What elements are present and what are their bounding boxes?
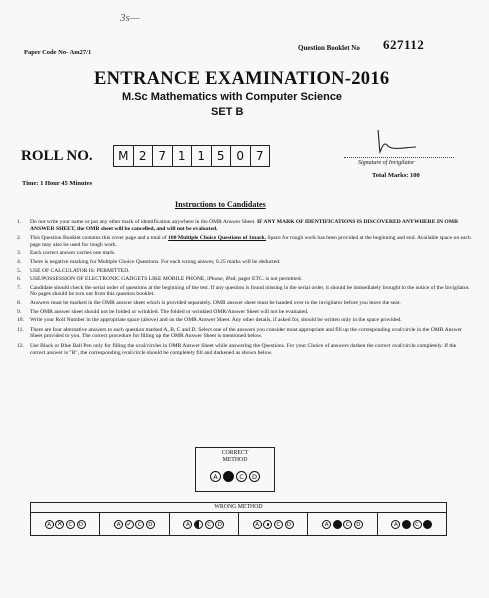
answer-bubble: A bbox=[391, 520, 400, 529]
instruction-text-part: Do not write your name or put any other mark of identification anywhere in the OMR Answer Sheet. bbox=[30, 219, 257, 225]
instruction-number: 7. bbox=[17, 284, 22, 291]
answer-bubble: A bbox=[183, 520, 192, 529]
instruction-number: 6. bbox=[17, 276, 22, 283]
tick-bubble bbox=[125, 520, 134, 529]
roll-digit-box: 7 bbox=[250, 145, 271, 167]
answer-bubble: A bbox=[45, 520, 54, 529]
instruction-text bbox=[30, 300, 473, 307]
roll-digit-box: M bbox=[113, 145, 133, 167]
instruction-text-part: Space for rough work has been provided at the beginning and end. Available space on each page may also be used for rough work. bbox=[30, 235, 471, 248]
instruction-number: 9. bbox=[17, 308, 22, 315]
instruction-item bbox=[17, 276, 473, 283]
instruction-text-emphasis: 100 Multiple Choice Questions of 1mark. bbox=[168, 235, 266, 242]
answer-bubble: D bbox=[146, 520, 155, 529]
instruction-item bbox=[17, 219, 473, 232]
correct-method-box bbox=[195, 447, 275, 492]
answer-bubble: C bbox=[205, 520, 214, 529]
wrong-method-example bbox=[308, 513, 377, 535]
answer-bubble: C bbox=[66, 520, 75, 529]
instruction-number: 1. bbox=[17, 219, 22, 225]
booklet-number: 627112 bbox=[383, 37, 425, 52]
roll-digit-box: 2 bbox=[133, 145, 153, 167]
instruction-item bbox=[17, 300, 473, 307]
answer-bubble: C bbox=[274, 520, 283, 529]
instruction-number: 5. bbox=[17, 267, 22, 274]
instruction-number: 8. bbox=[17, 299, 22, 306]
instruction-item bbox=[17, 250, 473, 257]
instruction-text-part: The OMR answer sheet should not be folded or wrinkled. The folded or wrinkled OMR/Answer Sheet will not be evaluated. bbox=[30, 308, 309, 315]
answer-bubble: C bbox=[135, 520, 144, 529]
instruction-number: 10. bbox=[17, 317, 24, 324]
wrong-method-title: WRONG METHOD bbox=[214, 504, 263, 510]
instruction-text bbox=[30, 259, 473, 266]
answer-bubble: D bbox=[285, 520, 294, 529]
wrong-method-box bbox=[30, 502, 447, 536]
answer-bubble: D bbox=[354, 520, 363, 529]
answer-bubble: D bbox=[249, 471, 260, 482]
instruction-text bbox=[30, 268, 473, 275]
instruction-text-part: Answers must be marked in the OMR answer sheet which is provided separately. OMR answer sheet must be handed over to the invigilator before you leave the seat. bbox=[30, 299, 401, 306]
instruction-item bbox=[17, 327, 473, 340]
answer-bubble: C bbox=[343, 520, 352, 529]
instruction-text bbox=[30, 327, 473, 340]
roll-digit-box: 7 bbox=[152, 145, 172, 167]
instruction-text bbox=[30, 219, 473, 232]
instruction-text bbox=[30, 276, 473, 283]
instruction-text-part: There is negative marking for Multiple Choice Questions. For each wrong answer, 0.25 marks will be deducted. bbox=[30, 258, 281, 265]
roll-number-boxes bbox=[113, 145, 270, 167]
roll-digit-box: 1 bbox=[172, 145, 192, 167]
instruction-text bbox=[30, 309, 473, 316]
instruction-number: 3. bbox=[17, 250, 22, 257]
wrong-method-example bbox=[31, 513, 100, 535]
signature-line bbox=[344, 157, 454, 158]
answer-bubble: C bbox=[413, 520, 422, 529]
instruction-item bbox=[17, 317, 473, 324]
instructions-title: Instructions to Candidates bbox=[175, 200, 266, 209]
instructions-list bbox=[17, 219, 473, 356]
instruction-item bbox=[17, 259, 473, 266]
instruction-item bbox=[17, 309, 473, 316]
answer-bubble: D bbox=[215, 520, 224, 529]
instruction-item bbox=[17, 285, 473, 298]
wrong-method-example bbox=[378, 513, 446, 535]
instruction-text bbox=[30, 343, 473, 356]
instruction-text-part: USE/POSSESSION OF ELECTRONIC GADGETS LIKE MOBILE PHONE, iPhone, iPad, pager ETC. is not permitted. bbox=[30, 276, 302, 283]
instruction-text-part: USE OF CALCULATOR IS: PERMITTED. bbox=[30, 267, 130, 274]
answer-bubble: C bbox=[236, 471, 247, 482]
answer-bubble: A bbox=[253, 520, 262, 529]
instruction-number: 4. bbox=[17, 258, 22, 265]
instruction-text-part: Each correct answer carries one mark. bbox=[30, 250, 116, 257]
instruction-number: 12. bbox=[17, 342, 24, 349]
instruction-item bbox=[17, 343, 473, 356]
answer-bubble: A bbox=[322, 520, 331, 529]
signature-label: Signature of Invigilator bbox=[358, 160, 415, 166]
filled-bubble bbox=[402, 520, 411, 529]
exam-subtitle: M.Sc Mathematics with Computer Science bbox=[122, 91, 343, 103]
instruction-text-part: This Question Booklet contains this cover page and a total of bbox=[30, 235, 169, 242]
roll-digit-box: 0 bbox=[230, 145, 250, 167]
cross-bubble bbox=[55, 520, 64, 529]
wrong-method-example bbox=[239, 513, 308, 535]
instruction-text-emphasis: IF ANY MARK OF IDENTIFICATIONS IS DISCOVERED ANYWHERE IN OMR ANSWER SHEET, the OMR sheet will be cancelled, and will not be evaluated. bbox=[30, 219, 459, 232]
paper-code: Paper Code No- Am27/1 bbox=[24, 49, 92, 56]
correct-method-bubbles bbox=[196, 471, 274, 482]
wrong-method-example bbox=[100, 513, 169, 535]
booklet-number-label: Question Booklet No bbox=[298, 44, 360, 52]
exam-set: SET B bbox=[211, 106, 244, 118]
answer-bubble: A bbox=[210, 471, 221, 482]
instruction-text-part: Candidate should check the serial order of questions at the beginning of the test. If any question is found missing in the serial order, it should be immediately brought to the notice of the Invigilator. No pages should be torn out from this question booklet. bbox=[30, 284, 470, 298]
instruction-number: 2. bbox=[17, 235, 22, 242]
roll-digit-box: 5 bbox=[211, 145, 231, 167]
invigilator-signature-image bbox=[372, 128, 418, 154]
answer-bubble: D bbox=[77, 520, 86, 529]
correct-method-title: CORRECT METHOD bbox=[221, 450, 249, 463]
instruction-item bbox=[17, 235, 473, 248]
half-bubble bbox=[194, 520, 203, 529]
instruction-text-part: Write your Roll Number in the appropriate space (above) and on the OMR Answer Sheet. Any other details, if asked for, should be written only in the space provided. bbox=[30, 317, 402, 324]
handwritten-scribble: 3s— bbox=[120, 12, 140, 24]
filled-bubble: D bbox=[423, 520, 432, 529]
instruction-number: 11. bbox=[17, 326, 24, 333]
exam-duration: Time: 1 Hour 45 Minutes bbox=[22, 180, 93, 187]
roll-digit-box: 1 bbox=[191, 145, 211, 167]
wrong-method-groups bbox=[31, 513, 446, 535]
instruction-item bbox=[17, 268, 473, 275]
instruction-text bbox=[30, 285, 473, 298]
instruction-text bbox=[30, 235, 473, 248]
instruction-text bbox=[30, 317, 473, 324]
filled-bubble bbox=[333, 520, 342, 529]
wrong-method-example bbox=[170, 513, 239, 535]
answer-bubble: A bbox=[114, 520, 123, 529]
filled-bubble bbox=[223, 471, 234, 482]
exam-title: ENTRANCE EXAMINATION-2016 bbox=[94, 69, 390, 89]
total-marks: Total Marks: 100 bbox=[372, 172, 420, 179]
instruction-text bbox=[30, 250, 473, 257]
roll-number-label: ROLL NO. bbox=[21, 148, 93, 164]
instruction-text-part: There are four alternative answers to each question marked A, B, C and D. Select one of the answers you consider most appropriate and fill up the corresponding oval/circle in the OMR Answer Sheet provided to you. The correct procedure for filling up the OMR Answer Sheet is mentioned below. bbox=[30, 326, 462, 340]
dot-bubble bbox=[263, 520, 272, 529]
instruction-text-part: Use Black or Blue Ball Pen only for filling the oval/circles in OMR Answer Sheet while answering the Questions. For your Choice of answers darken the correct oval/circle completely. If the correct answer is "B", the corresponding oval/circle should be completely fill and darkened as shown below. bbox=[30, 342, 457, 356]
